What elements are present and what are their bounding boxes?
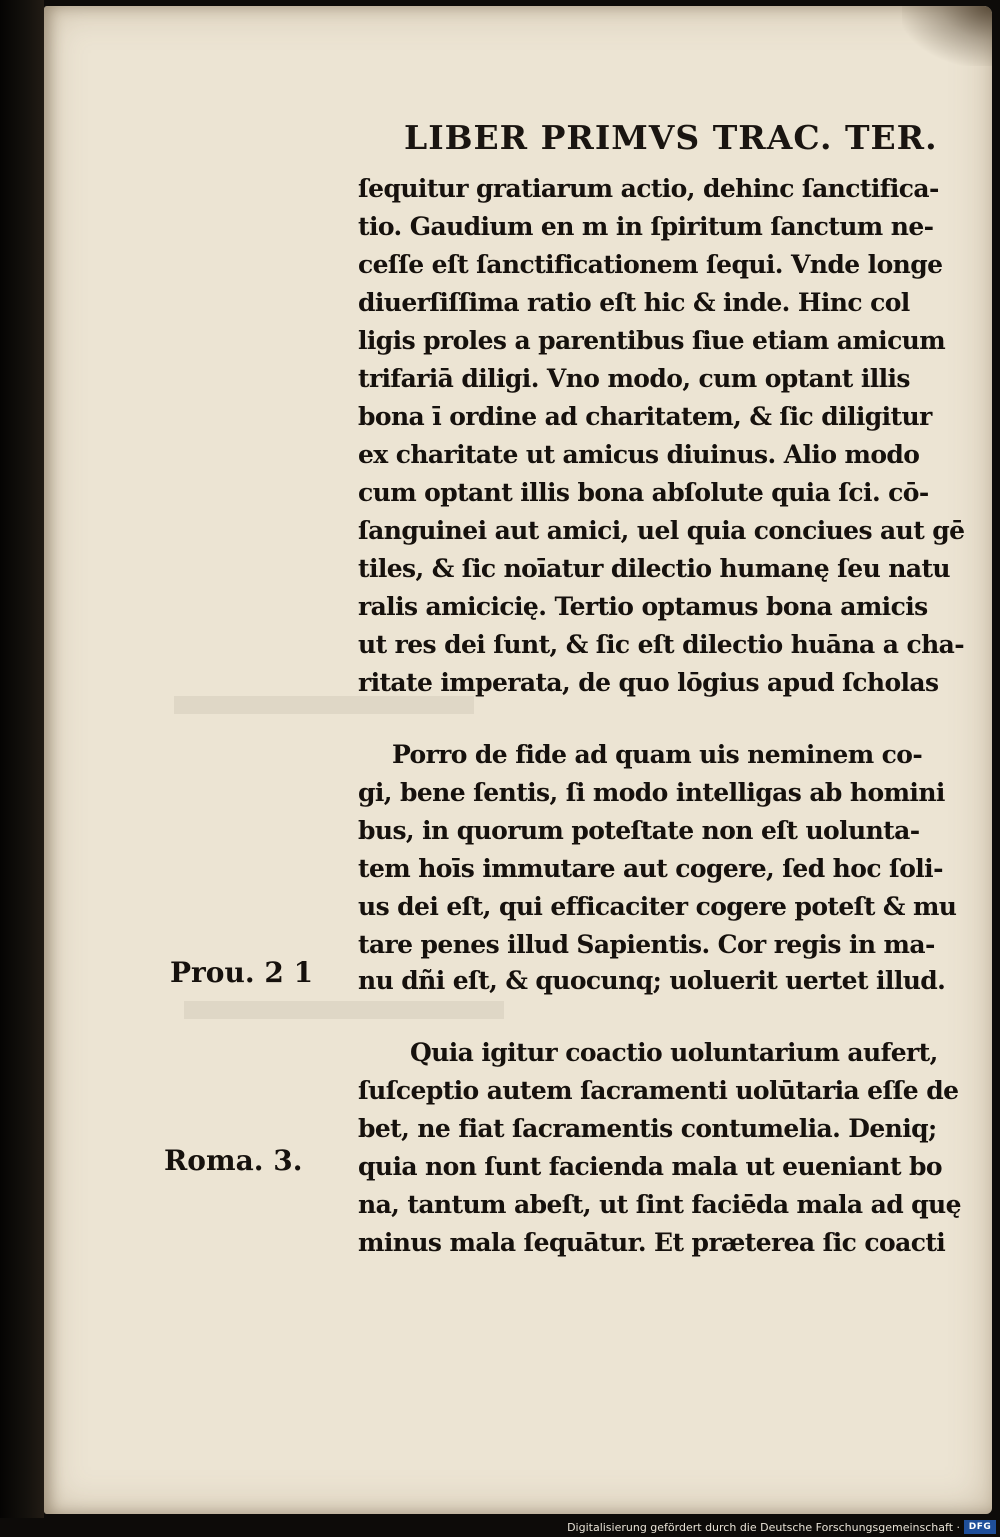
- running-head: LIBER PRIMVS TRAC. TER.: [404, 118, 938, 157]
- text-line: Porro de fide ad quam uis neminem co-: [392, 740, 923, 769]
- text-line: ceſſe eſt ſanctificationem ſequi. Vnde longe: [358, 250, 943, 279]
- text-line: diuerſiſſima ratio eſt hic & inde. Hinc col: [358, 288, 910, 317]
- bleed-through-mark: [184, 1001, 504, 1019]
- text-line: ſequitur gratiarum actio, dehinc ſanctifica-: [358, 174, 939, 203]
- dfg-logo: DFG: [964, 1520, 996, 1534]
- marginal-note-romans: Roma. 3.: [164, 1144, 303, 1177]
- text-line: minus mala ſequātur. Et prӕterea ſic coacti: [358, 1228, 946, 1257]
- text-line: tiles, & ſic noīatur dilectio humanę ſeu natu: [358, 554, 950, 583]
- text-line: bus, in quorum poteſtate non eſt uolunta-: [358, 816, 920, 845]
- text-line: ſuſceptio autem ſacramenti uolūtaria eſſe de: [358, 1076, 959, 1105]
- text-line: bet, ne fiat ſacramentis contumelia. Deniq;: [358, 1114, 937, 1143]
- text-line: gi, bene ſentis, ſi modo intelligas ab homini: [358, 778, 945, 807]
- book-edge-shadow: [0, 0, 44, 1518]
- text-line: cum optant illis bona abſolute quia ſci. cō-: [358, 478, 929, 507]
- page-corner-stain: [902, 6, 992, 66]
- text-line: ligis proles a parentibus ſiue etiam amicum: [358, 326, 946, 355]
- text-line: us dei eſt, qui efficaciter cogere poteſt & mu: [358, 892, 957, 921]
- text-line: tem hoīs immutare aut cogere, ſed hoc ſoli-: [358, 854, 943, 883]
- text-line: ex charitate ut amicus diuinus. Alio modo: [358, 440, 920, 469]
- text-line: tare penes illud Sapientis. Cor regis in ma-: [358, 930, 935, 959]
- text-line: ralis amicicię. Tertio optamus bona amicis: [358, 592, 928, 621]
- book-page: [44, 6, 992, 1514]
- digitization-credit: Digitalisierung gefördert durch die Deutsche Forschungsgemeinschaft ·: [567, 1521, 960, 1534]
- text-line: ritate imperata, de quo lōgius apud ſcholas: [358, 668, 939, 697]
- text-line: Quia igitur coactio uoluntarium aufert,: [410, 1038, 938, 1067]
- text-line: trifariā diligi. Vno modo, cum optant illis: [358, 364, 910, 393]
- text-line: na, tantum abeſt, ut ſint faciēda mala ad quę: [358, 1190, 961, 1219]
- text-line: bona ī ordine ad charitatem, & ſic diligitur: [358, 402, 932, 431]
- text-line: quia non ſunt facienda mala ut eueniant bo: [358, 1152, 943, 1181]
- text-line: ſanguinei aut amici, uel quia conciues aut gē: [358, 516, 965, 545]
- text-line: tio. Gaudium en m in ſpiritum ſanctum ne-: [358, 212, 934, 241]
- text-line: nu dñi eſt, & quocunq; uoluerit uertet illud.: [358, 966, 946, 995]
- text-line: ut res dei ſunt, & ſic eſt dilectio huāna a cha-: [358, 630, 965, 659]
- marginal-note-proverbs: Prou. 2 1: [170, 956, 314, 989]
